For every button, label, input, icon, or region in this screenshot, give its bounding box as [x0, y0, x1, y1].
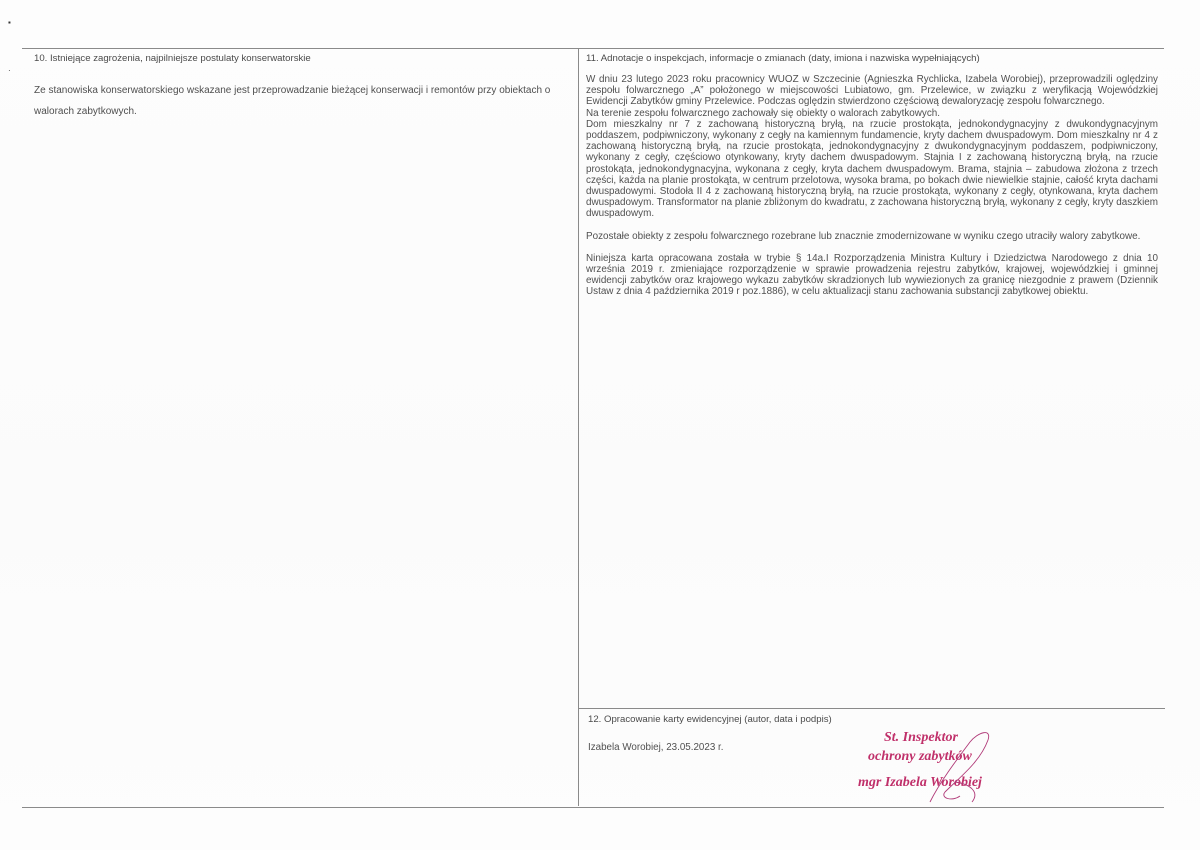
section-11-body: [586, 74, 1158, 309]
column-divider: [578, 48, 579, 806]
author-date: Izabela Worobiej, 23.05.2023 r.: [588, 742, 724, 753]
section-divider: [579, 708, 1165, 709]
margin-mark: ·: [8, 66, 11, 75]
margin-mark: ▪: [8, 18, 11, 27]
demolished-objects-paragraph: Pozostałe obiekty z zespołu folwarcznego rozebrane lub znacznie zmodernizowane w wyniku czego utraciły walory zabytkowe.: [586, 230, 1141, 242]
section-10-title: 10. Istniejące zagrożenia, najpilniejsze postulaty konserwatorskie: [34, 53, 311, 64]
objects-description-paragraph: Dom mieszkalny nr 7 z zachowaną historyczną bryłą, na rzucie prostokąta, jednokondygnacyjny z dwukondygnacyjnym poddaszem, podpiwniczony, wykonany z cegły na kamiennym fundamencie, kryty dachem dwuspadowym. Dom mieszkalny nr 4 z zachowaną historyczną bryłą, na rzucie prostokąta, jednokondygnacyjny z dwukondygnacyjnym poddaszem, podpiwniczony, wykonany z cegły, częściowo otynkowany, kryty dachem dwuspadowym. Stajnia I z zachowaną historyczną bryłą, na rzucie prostokąta, jednokondygnacyjna, wykonana z cegły, kryta dachem dwuspadowym. Brama, stajnia – zabudowa złożona z trzech części, każda na planie prostokąta, w centrum przelotowa, wysoka brama, po bokach dwie niewielkie stajnie, całość kryta dachami dwuspadowymi. Stodoła II 4 z zachowaną historyczną bryłą, na rzucie prostokąta, wykonany z cegły, otynkowana, kryta dachem dwuspadowym. Transformator na planie zbliżonym do kwadratu, z zachowana historyczną bryłą, wykonany z cegły, kryty daszkiem dwuspadowym.: [586, 118, 1158, 220]
stamp-line-2: ochrony zabytków: [868, 749, 972, 764]
legal-basis-paragraph: Niniejsza karta opracowana została w trybie § 14a.I Rozporządzenia Ministra Kultury i Dziedzictwa Narodowego z dnia 10 września 2019 r. zmieniające rozporządzenie w sprawie prowadzenia rejestru zabytków, krajowej, wojewódzkiej i gminnej ewidencji zabytków oraz krajowego wykazu zabytków skradzionych lub wywiezionych za granicę niezgodnie z prawem (Dziennik Ustaw z dnia 4 października 2019 r poz.1886), w celu aktualizacji stanu zachowania substancji zabytkowej obiektu.: [586, 252, 1158, 298]
section-11-title: 11. Adnotacje o inspekcjach, informacje o zmianach (daty, imiona i nazwiska wypełniających): [586, 53, 980, 64]
handwritten-signature: [900, 722, 1000, 812]
stamp-line-3: mgr Izabela Worobiej: [858, 775, 982, 790]
stamp-line-1: St. Inspektor: [884, 730, 958, 745]
section-10-text: Ze stanowiska konserwatorskiego wskazane jest przeprowadzanie bieżącej konserwacji i remontów przy obiektach o walorach zabytkowych.: [34, 85, 551, 117]
preserved-objects-paragraph: Na terenie zespołu folwarcznego zachowały się obiekty o walorach zabytkowych.: [586, 107, 941, 119]
inspection-paragraph: W dniu 23 lutego 2023 roku pracownicy WUOZ w Szczecinie (Agnieszka Rychlicka, Izabela Worobiej), przeprowadzili oględziny zespołu folwarcznego „A” położonego w miejscowości Lubiatowo, gm. Przelewice, w związku z weryfikacją Wojewódzkiej Ewidencji Zabytków gminy Przelewice. Podczas oględzin stwierdzono częściową dewaloryzację zespołu folwarcznego.: [586, 74, 1158, 108]
section-12-title: 12. Opracowanie karty ewidencyjnej (autor, data i podpis): [588, 714, 832, 725]
